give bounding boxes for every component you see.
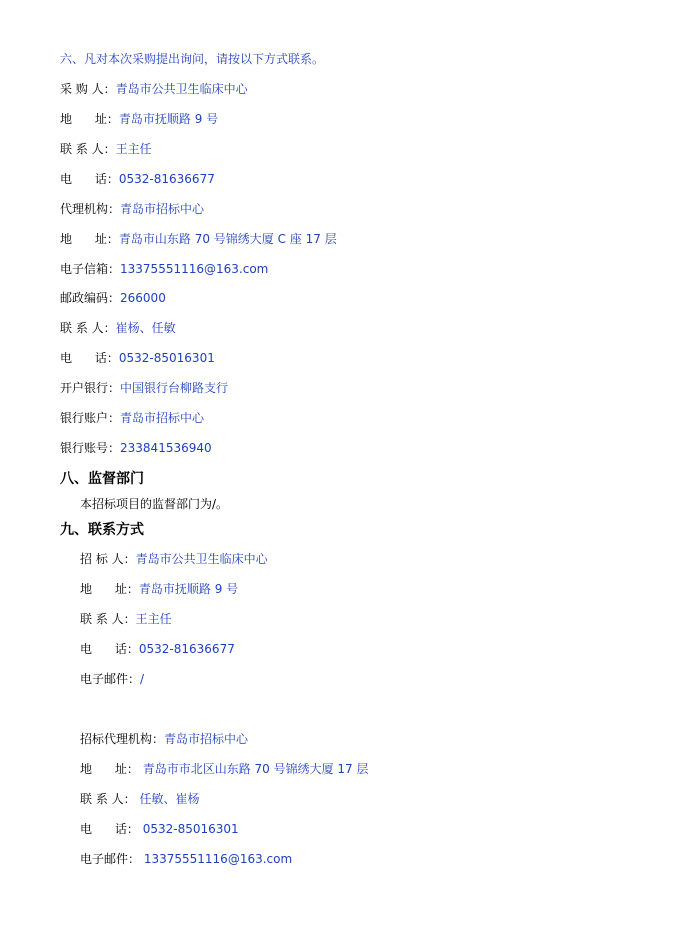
agency-row-address: [80, 761, 369, 777]
row-label: 代理机构：: [60, 202, 121, 216]
row-value: 青岛市市北区山东路 70 号锦绣大厦 17 层: [138, 762, 369, 776]
tenderer-row-name: [80, 551, 268, 567]
row-value: 0532-81636677: [138, 642, 235, 656]
contact-row-purchaser: [60, 81, 248, 97]
tenderer-row-address: [80, 581, 238, 597]
row-value: 青岛市公共卫生临床中心: [135, 552, 268, 566]
contact-row-agency-address: [60, 231, 337, 247]
row-label: 联 系 人：: [60, 142, 116, 156]
row-value: 0532-85016301: [138, 822, 239, 836]
contact-row-agency-contact: [60, 320, 176, 336]
row-label: 银行账户：: [60, 411, 121, 425]
row-value: 王主任: [135, 612, 172, 626]
row-value: 任敏、崔杨: [135, 792, 200, 806]
row-value: 青岛市招标中心: [164, 732, 249, 746]
contact-row-bank: [60, 380, 228, 396]
row-value: 青岛市抚顺路 9 号: [118, 112, 219, 126]
row-value: 青岛市公共卫生临床中心: [115, 82, 248, 96]
row-label: 银行账号：: [60, 441, 121, 455]
row-value: 13375551116@163.com: [140, 852, 293, 866]
contact-row-bank-account-name: [60, 410, 204, 426]
row-value: 0532-81636677: [118, 172, 215, 186]
row-label: 采 购 人：: [60, 82, 116, 96]
section8-body: 本招标项目的监督部门为/。: [80, 497, 229, 511]
row-label: 电 话：: [60, 172, 119, 186]
row-value: 王主任: [115, 142, 152, 156]
tenderer-row-phone: [80, 641, 235, 657]
row-label: 地 址：: [60, 112, 119, 126]
row-value: 0532-85016301: [118, 351, 215, 365]
section8-title: 八、监督部门: [60, 471, 144, 487]
row-label: 电子邮件：: [80, 672, 141, 686]
row-value: 233841536940: [120, 441, 212, 455]
row-label: 电子信箱：: [60, 262, 121, 276]
contact-row-agency-phone: [60, 350, 215, 366]
row-label: 联 系 人：: [60, 321, 116, 335]
agency-row-contact: [80, 791, 199, 807]
row-value: 13375551116@163.com: [120, 262, 269, 276]
contact-row-phone: [60, 171, 215, 187]
section9-title: 九、联系方式: [60, 522, 144, 538]
row-label: 招 标 人：: [80, 552, 136, 566]
agency-row-email: [80, 851, 292, 867]
agency-row-name: [80, 731, 248, 747]
row-label: 地 址：: [80, 582, 139, 596]
row-value: 青岛市山东路 70 号锦绣大厦 C 座 17 层: [118, 232, 337, 246]
row-label: 开户银行：: [60, 381, 121, 395]
row-value: 青岛市招标中心: [120, 202, 205, 216]
section6-intro: 六、凡对本次采购提出询问，请按以下方式联系。: [60, 52, 325, 66]
row-label: 电 话：: [80, 822, 139, 836]
row-value: 青岛市抚顺路 9 号: [138, 582, 239, 596]
row-label: 电 话：: [80, 642, 139, 656]
row-label: 联 系 人：: [80, 612, 136, 626]
contact-row-bank-account-number: [60, 440, 212, 456]
row-value: /: [140, 672, 145, 686]
row-label: 联 系 人：: [80, 792, 136, 806]
row-label: 地 址：: [80, 762, 139, 776]
row-label: 电子邮件：: [80, 852, 141, 866]
row-label: 电 话：: [60, 351, 119, 365]
contact-row-agency: [60, 201, 204, 217]
contact-row-contact-person: [60, 141, 152, 157]
contact-row-email: [60, 261, 268, 277]
row-value: 中国银行台柳路支行: [120, 381, 229, 395]
tenderer-row-email: [80, 671, 144, 687]
row-label: 招标代理机构：: [80, 732, 165, 746]
agency-row-phone: [80, 821, 239, 837]
contact-row-postcode: [60, 290, 166, 306]
row-value: 青岛市招标中心: [120, 411, 205, 425]
row-value: 266000: [120, 291, 166, 305]
contact-row-address: [60, 111, 218, 127]
tenderer-row-contact: [80, 611, 172, 627]
row-label: 邮政编码：: [60, 291, 121, 305]
row-value: 崔杨、任敏: [115, 321, 176, 335]
row-label: 地 址：: [60, 232, 119, 246]
